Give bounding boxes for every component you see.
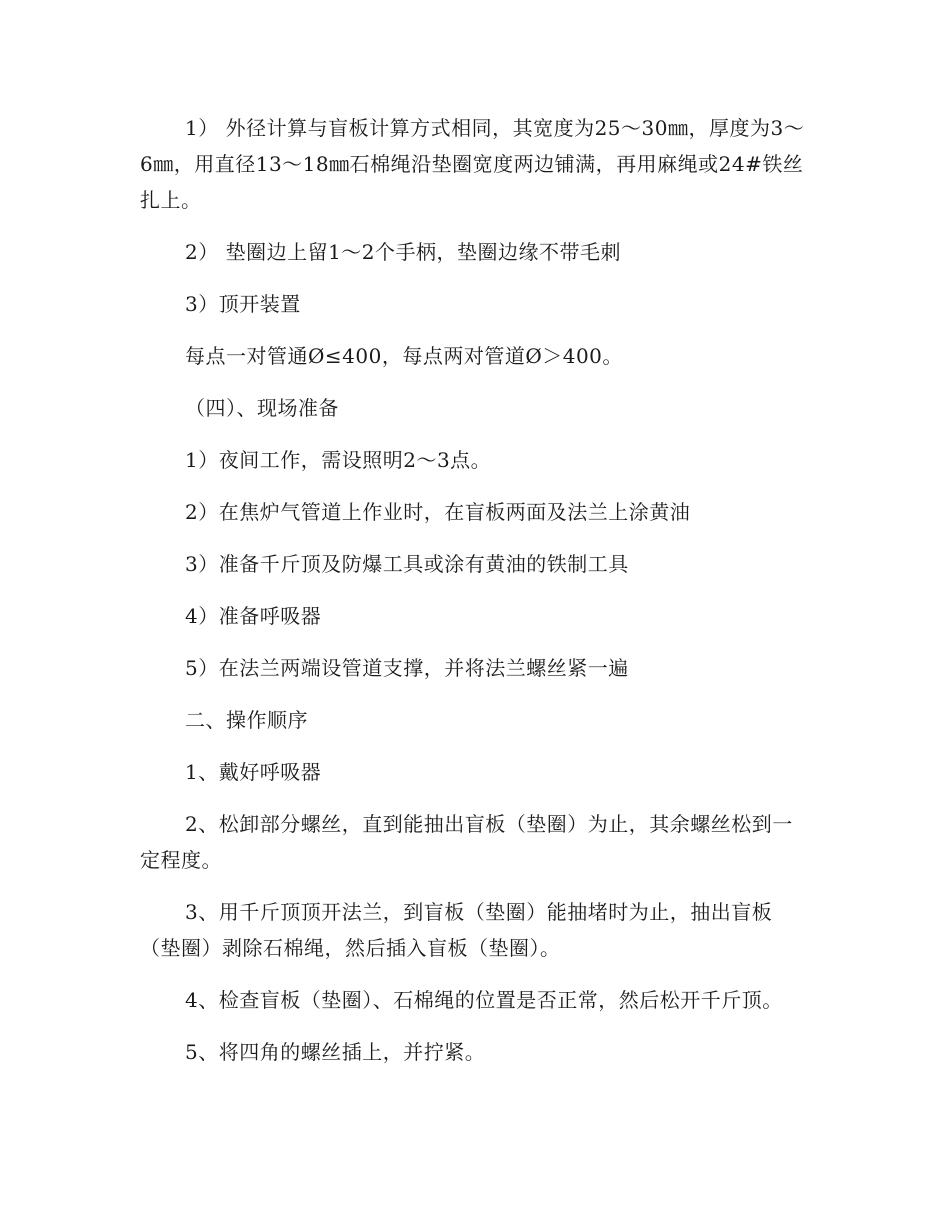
step-jack-flange: 3、用千斤顶顶开法兰，到盲板（垫圈）能抽堵时为止，抽出盲板（垫圈）剥除石棉绳，然后插入盲板（垫圈）。 bbox=[140, 900, 773, 960]
paragraph-lighting: 1）夜间工作，需设照明2～3点。 bbox=[185, 448, 492, 472]
step-loosen-bolts: 2、松卸部分螺丝，直到能抽出盲板（垫圈）为止，其余螺丝松到一定程度。 bbox=[140, 812, 793, 872]
section-heading-procedure: 二、操作顺序 bbox=[185, 708, 308, 732]
step-wear-respirator: 1、戴好呼吸器 bbox=[185, 760, 322, 784]
section-heading-site-prep: （四）、现场准备 bbox=[185, 396, 339, 420]
paragraph-grease: 2）在焦炉气管道上作业时，在盲板两面及法兰上涂黄油 bbox=[185, 500, 691, 524]
paragraph-pipe-count: 每点一对管通Ø≤400，每点两对管道Ø＞400。 bbox=[185, 344, 623, 368]
paragraph-jacking-device: 3）顶开装置 bbox=[185, 292, 301, 316]
paragraph-respirator: 4）准备呼吸器 bbox=[185, 604, 322, 628]
step-check-position: 4、检查盲板（垫圈）、石棉绳的位置是否正常，然后松开千斤顶。 bbox=[185, 988, 783, 1012]
paragraph-gasket-size: 1） 外径计算与盲板计算方式相同，其宽度为25～30㎜，厚度为3～6㎜，用直径13～18㎜石棉绳沿垫圈宽度两边铺满，再用麻绳或24#铁丝扎上。 bbox=[140, 116, 805, 212]
document-body bbox=[140, 110, 812, 1070]
step-tighten-bolts: 5、将四角的螺丝插上，并拧紧。 bbox=[185, 1040, 486, 1064]
paragraph-tools: 3）准备千斤顶及防爆工具或涂有黄油的铁制工具 bbox=[185, 552, 629, 576]
paragraph-pipe-support: 5）在法兰两端设管道支撑，并将法兰螺丝紧一遍 bbox=[185, 656, 629, 680]
paragraph-gasket-handle: 2） 垫圈边上留1～2个手柄，垫圈边缘不带毛刺 bbox=[185, 240, 622, 264]
